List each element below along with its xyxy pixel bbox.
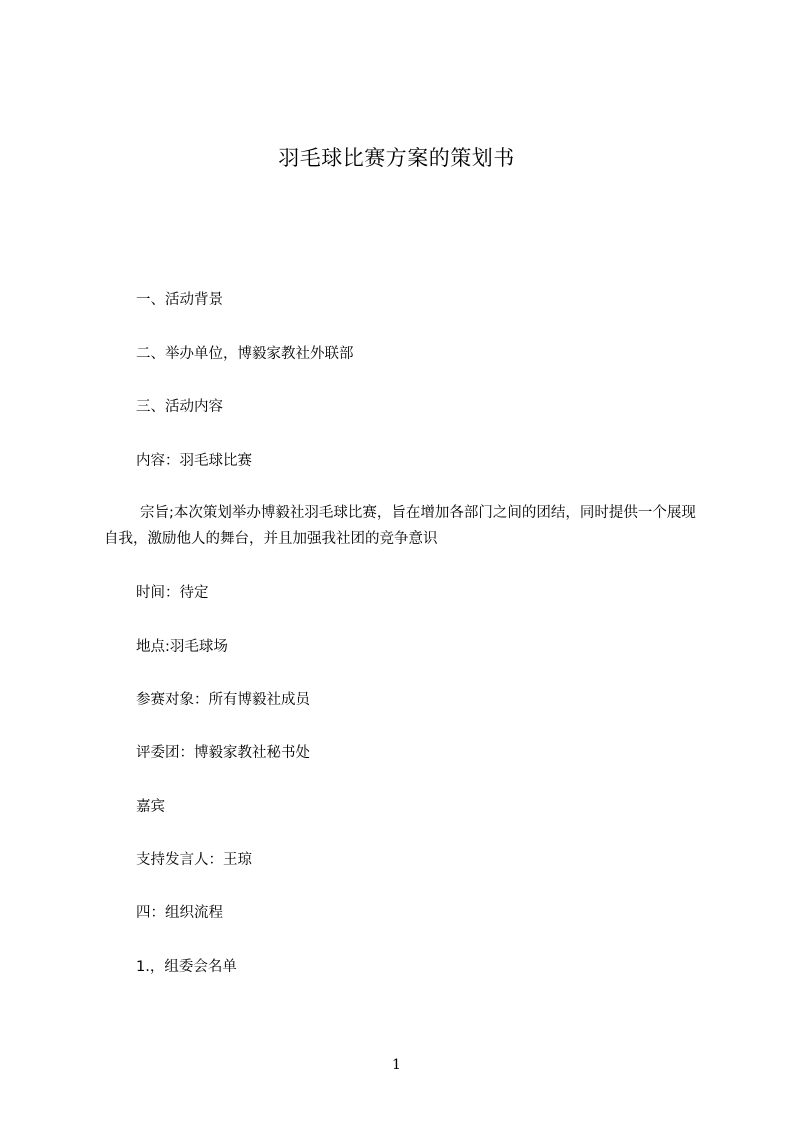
committee-line: 1.，组委会名单 bbox=[136, 959, 237, 975]
purpose-paragraph bbox=[104, 500, 704, 552]
host-line: 支持发言人：王琼 bbox=[136, 852, 252, 868]
document-title: 羽毛球比赛方案的策划书 bbox=[278, 146, 515, 170]
section-content-heading: 三、活动内容 bbox=[136, 399, 223, 415]
time-line: 时间：待定 bbox=[136, 585, 209, 601]
guests-line: 嘉宾 bbox=[136, 799, 165, 815]
judges-line: 评委团：博毅家教社秘书处 bbox=[136, 745, 310, 761]
content-line: 内容：羽毛球比赛 bbox=[136, 453, 252, 469]
purpose-text: 宗旨;本次策划举办博毅社羽毛球比赛，旨在增加各部门之间的团结，同时提供一个展现自我，激励他人的舞台，并且加强我社团的竞争意识 bbox=[104, 505, 696, 547]
location-line: 地点:羽毛球场 bbox=[136, 639, 228, 655]
organizer-line: 二、举办单位，博毅家教社外联部 bbox=[136, 346, 354, 362]
page-number: 1 bbox=[392, 1057, 401, 1073]
section-process-heading: 四：组织流程 bbox=[136, 905, 223, 921]
participants-line: 参赛对象：所有博毅社成员 bbox=[136, 692, 310, 708]
section-background-heading: 一、活动背景 bbox=[136, 292, 223, 308]
